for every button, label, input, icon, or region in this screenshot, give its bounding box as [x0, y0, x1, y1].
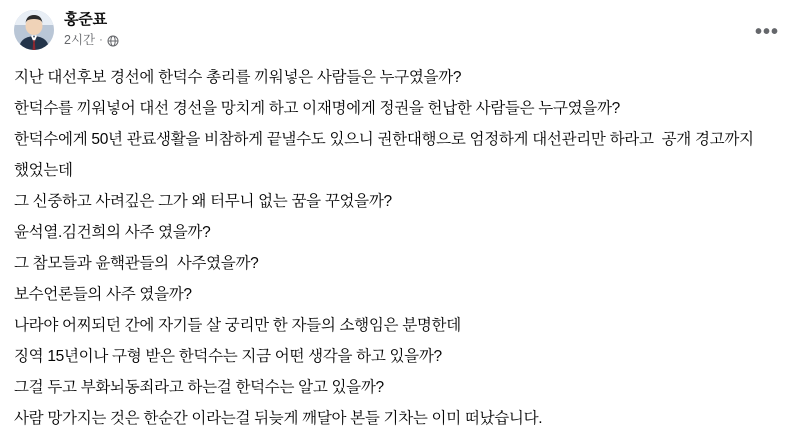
post-paragraph: 보수언론들의 사주 였을까? [14, 286, 192, 303]
post-paragraph: 윤석열.김건희의 사주 였을까? [14, 224, 211, 241]
avatar[interactable] [14, 10, 54, 50]
post-paragraph: 나라야 어찌되던 간에 자기들 살 궁리만 한 자들의 소행임은 분명한데 [14, 317, 461, 334]
post-paragraph: 지난 대선후보 경선에 한덕수 총리를 끼워넣은 사람들은 누구였을까? [14, 69, 462, 86]
post-paragraph: 한덕수를 끼워넣어 대선 경선을 망치게 하고 이재명에게 정권을 헌납한 사람들은 누구였을까? [14, 100, 620, 117]
author-name[interactable]: 홍준표 [64, 11, 107, 28]
post-body [14, 56, 785, 434]
globe-icon [107, 35, 119, 47]
post-header-text [64, 10, 119, 48]
more-options-dots: ••• [754, 21, 779, 43]
post-paragraph: 그 참모들과 윤핵관들의 사주였을까? [14, 255, 259, 272]
post-header [14, 8, 785, 56]
post-meta [64, 32, 119, 48]
post-paragraph: 징역 15년이나 구형 받은 한덕수는 지금 어떤 생각을 하고 있을까? [14, 348, 442, 365]
post-paragraph: 그걸 두고 부화뇌동죄라고 하는걸 한덕수는 알고 있을까? [14, 379, 384, 396]
post-paragraph: 그 신중하고 사려깊은 그가 왜 터무니 없는 꿈을 꾸었을까? [14, 193, 392, 210]
meta-separator: · [99, 34, 103, 46]
post-timestamp[interactable]: 2시간 [64, 33, 96, 47]
more-options-icon[interactable] [751, 16, 783, 48]
post-paragraph: 사람 망가지는 것은 한순간 이라는걸 뒤늦게 깨달아 본들 기차는 이미 떠났습니다. [14, 410, 543, 427]
post-paragraph: 한덕수에게 50년 관료생활을 비참하게 끝낼수도 있으니 권한대행으로 엄정하게 대선관리만 하라고 공개 경고까지 했었는데 [14, 131, 758, 179]
